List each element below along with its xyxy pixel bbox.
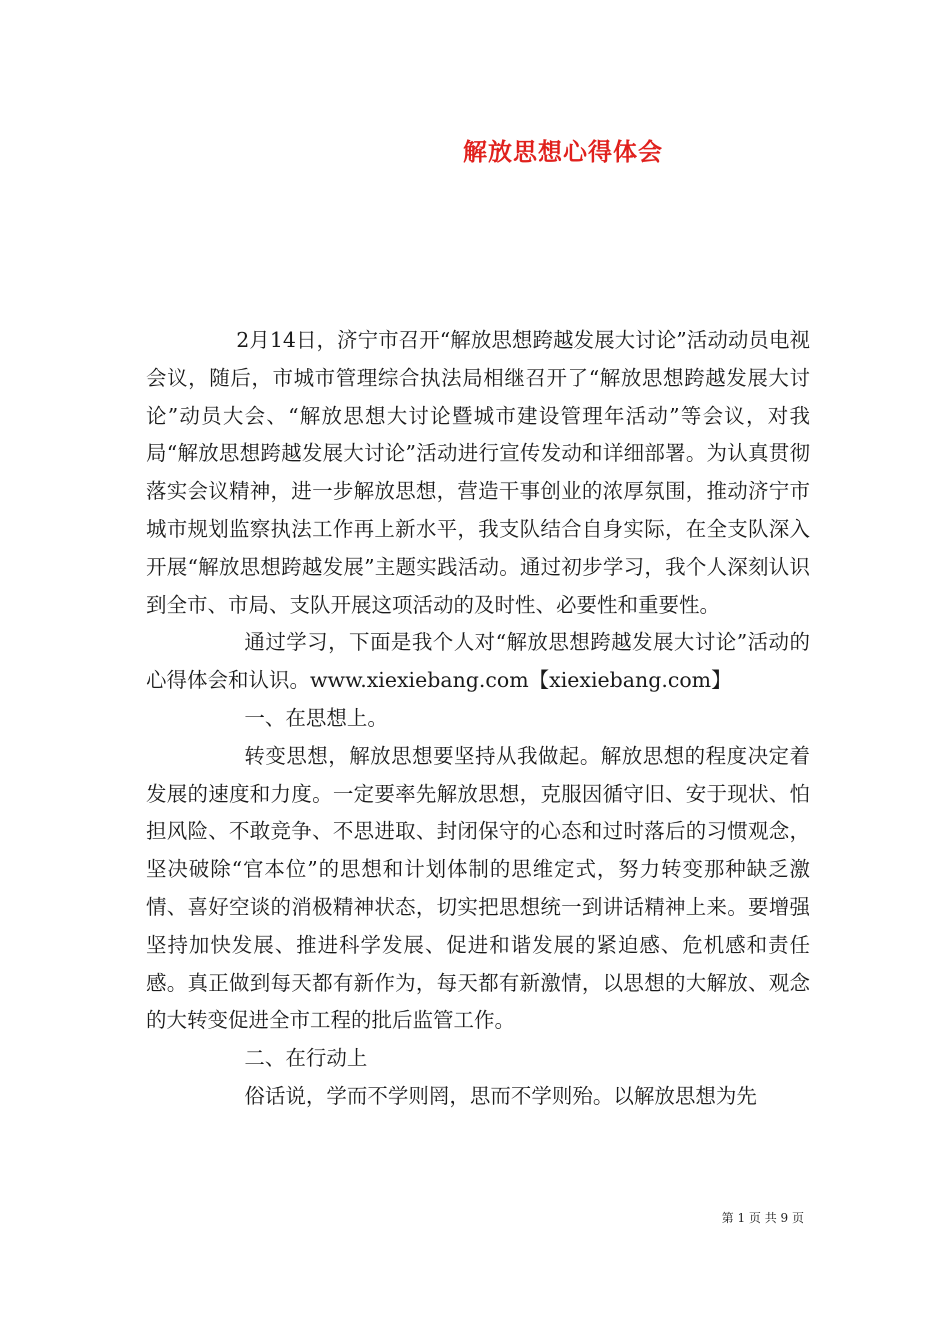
section-heading-action: 二、在行动上 <box>244 1046 368 1071</box>
paragraph-action: 俗话说，学而不学则罔，思而不学则殆。以解放思想为先 <box>244 1083 757 1108</box>
page-number: 第 1 页 共 9 页 <box>721 1211 804 1225</box>
paragraph-intro: 2月14日，济宁市召开“解放思想跨越发展大讨论”活动动员电视会议，随后，市城市管理综合执法局相继召开了“解放思想跨越发展大讨论”动员大会、“解放思想大讨论暨城市建设管理年活动”等会议，对我局“解放思想跨越发展大讨论”活动进行宣传发动和详细部署。为认真贯彻落实会议精神，进一步解放思想，营造干事创业的浓厚氛围，推动济宁市城市规划监察执法工作再上新水平，我支队结合自身实际，在全支队深入开展“解放思想跨越发展”主题实践活动。通过初步学习，我个人深刻认识到全市、市局、支队开展这项活动的及时性、必要性和重要性。 <box>146 328 810 617</box>
document-title: 解放思想心得体会 <box>463 137 663 166</box>
document-body <box>146 322 810 1116</box>
paragraph-thought: 转变思想，解放思想要坚持从我做起。解放思想的程度决定着发展的速度和力度。一定要率先解放思想，克服因循守旧、安于现状、怕担风险、不敢竞争、不思进取、封闭保守的心态和过时落后的习惯观念，坚决破除“官本位”的思想和计划体制的思维定式，努力转变那种缺乏激情、喜好空谈的消极精神状态，切实把思想统一到讲话精神上来。要增强坚持加快发展、推进科学发展、促进和谐发展的紧迫感、危机感和责任感。真正做到每天都有新作为，每天都有新激情，以思想的大解放、观念的大转变促进全市工程的批后监管工作。 <box>146 743 810 1033</box>
paragraph-study: 通过学习，下面是我个人对“解放思想跨越发展大讨论”活动的心得体会和认识。www.xiexiebang.com【xiexiebang.com】 <box>146 630 810 693</box>
section-heading-thought: 一、在思想上。 <box>244 705 388 730</box>
